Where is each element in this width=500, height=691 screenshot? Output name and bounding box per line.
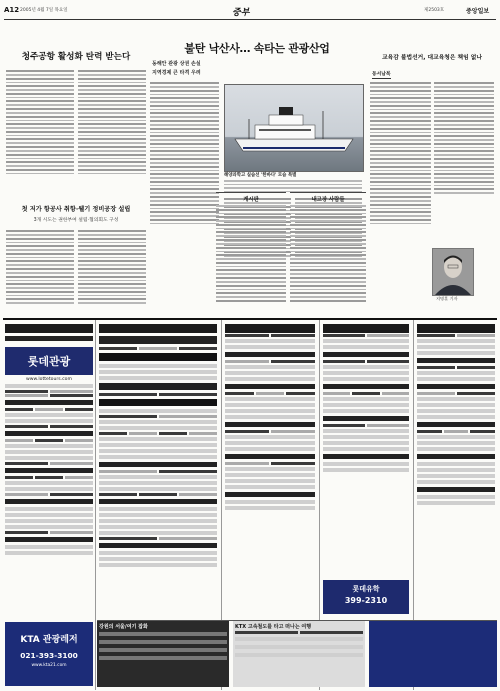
ad-column-2	[99, 324, 217, 614]
lotte-ad[interactable]	[5, 324, 93, 620]
ad-column-4	[323, 324, 409, 574]
section-logo: 중부	[232, 8, 250, 18]
page-date: 2005년 4월 7일 목요일	[20, 8, 68, 13]
column-label: 동서남북	[372, 72, 391, 77]
right-headline: 교육감 불법선거, 대교육청은 책임 없나	[382, 55, 482, 61]
masthead	[4, 4, 496, 24]
issue-number: 제2503호	[424, 8, 445, 13]
paper-name: 중앙일보	[466, 8, 490, 15]
masthead-rule	[4, 19, 496, 20]
ship-photo	[224, 84, 364, 172]
kta-phone[interactable]: 021-393-3100	[20, 651, 78, 660]
lotte-study-ad[interactable]	[323, 580, 409, 614]
left-body-1	[6, 68, 146, 176]
mid-deck-2: 지역경제 큰 타격 우려	[152, 70, 201, 76]
bulletin-title: 게시판	[243, 197, 259, 203]
kta-url[interactable]: www.kta21.com	[31, 663, 67, 668]
strip-1[interactable]: 강원의 서울/여기 잡화	[99, 624, 148, 630]
right-column	[370, 44, 494, 316]
lotte-url[interactable]: www.lottetours.com	[26, 377, 72, 382]
bulletin-box	[216, 192, 286, 317]
author-photo	[432, 248, 474, 296]
kta-logo: KTA 관광레저	[20, 635, 78, 645]
lotte-logo: 롯데관광	[27, 355, 71, 368]
mid-headline: 불탄 낙산사… 속타는 관광산업	[184, 42, 330, 55]
photo-caption: 해양과학고 실습선 '한바다' 모습 특별	[224, 172, 362, 194]
left-subhead-2: 3개 시도는 권한부여 설립·협의회도 구성	[33, 218, 119, 223]
ads-section	[3, 318, 497, 690]
lotte-study-name: 롯데유학	[352, 585, 380, 593]
bottom-strip	[97, 620, 497, 687]
page-number: A12	[4, 6, 20, 14]
ad-column-5	[417, 324, 495, 616]
lotte-study-phone[interactable]: 399-2310	[344, 596, 388, 605]
people-box	[290, 192, 366, 317]
strip-2[interactable]: KTX 고속철도를 타고 떠나는 여행	[235, 624, 312, 630]
left-article	[6, 44, 146, 314]
mid-deck-1: 동해안 관광 상권 손실	[152, 61, 201, 67]
people-title: 내고장 사람들	[311, 197, 345, 203]
kta-ad[interactable]	[5, 622, 93, 686]
ad-column-3	[225, 324, 315, 614]
left-headline: 청주공항 활성화 탄력 받는다	[21, 52, 131, 62]
left-body-2	[6, 228, 146, 306]
author-name: 지명훈 기자	[436, 296, 458, 301]
left-subhead: 첫 저가 항공사 취항·웰기 정비공장 설립	[21, 206, 131, 213]
